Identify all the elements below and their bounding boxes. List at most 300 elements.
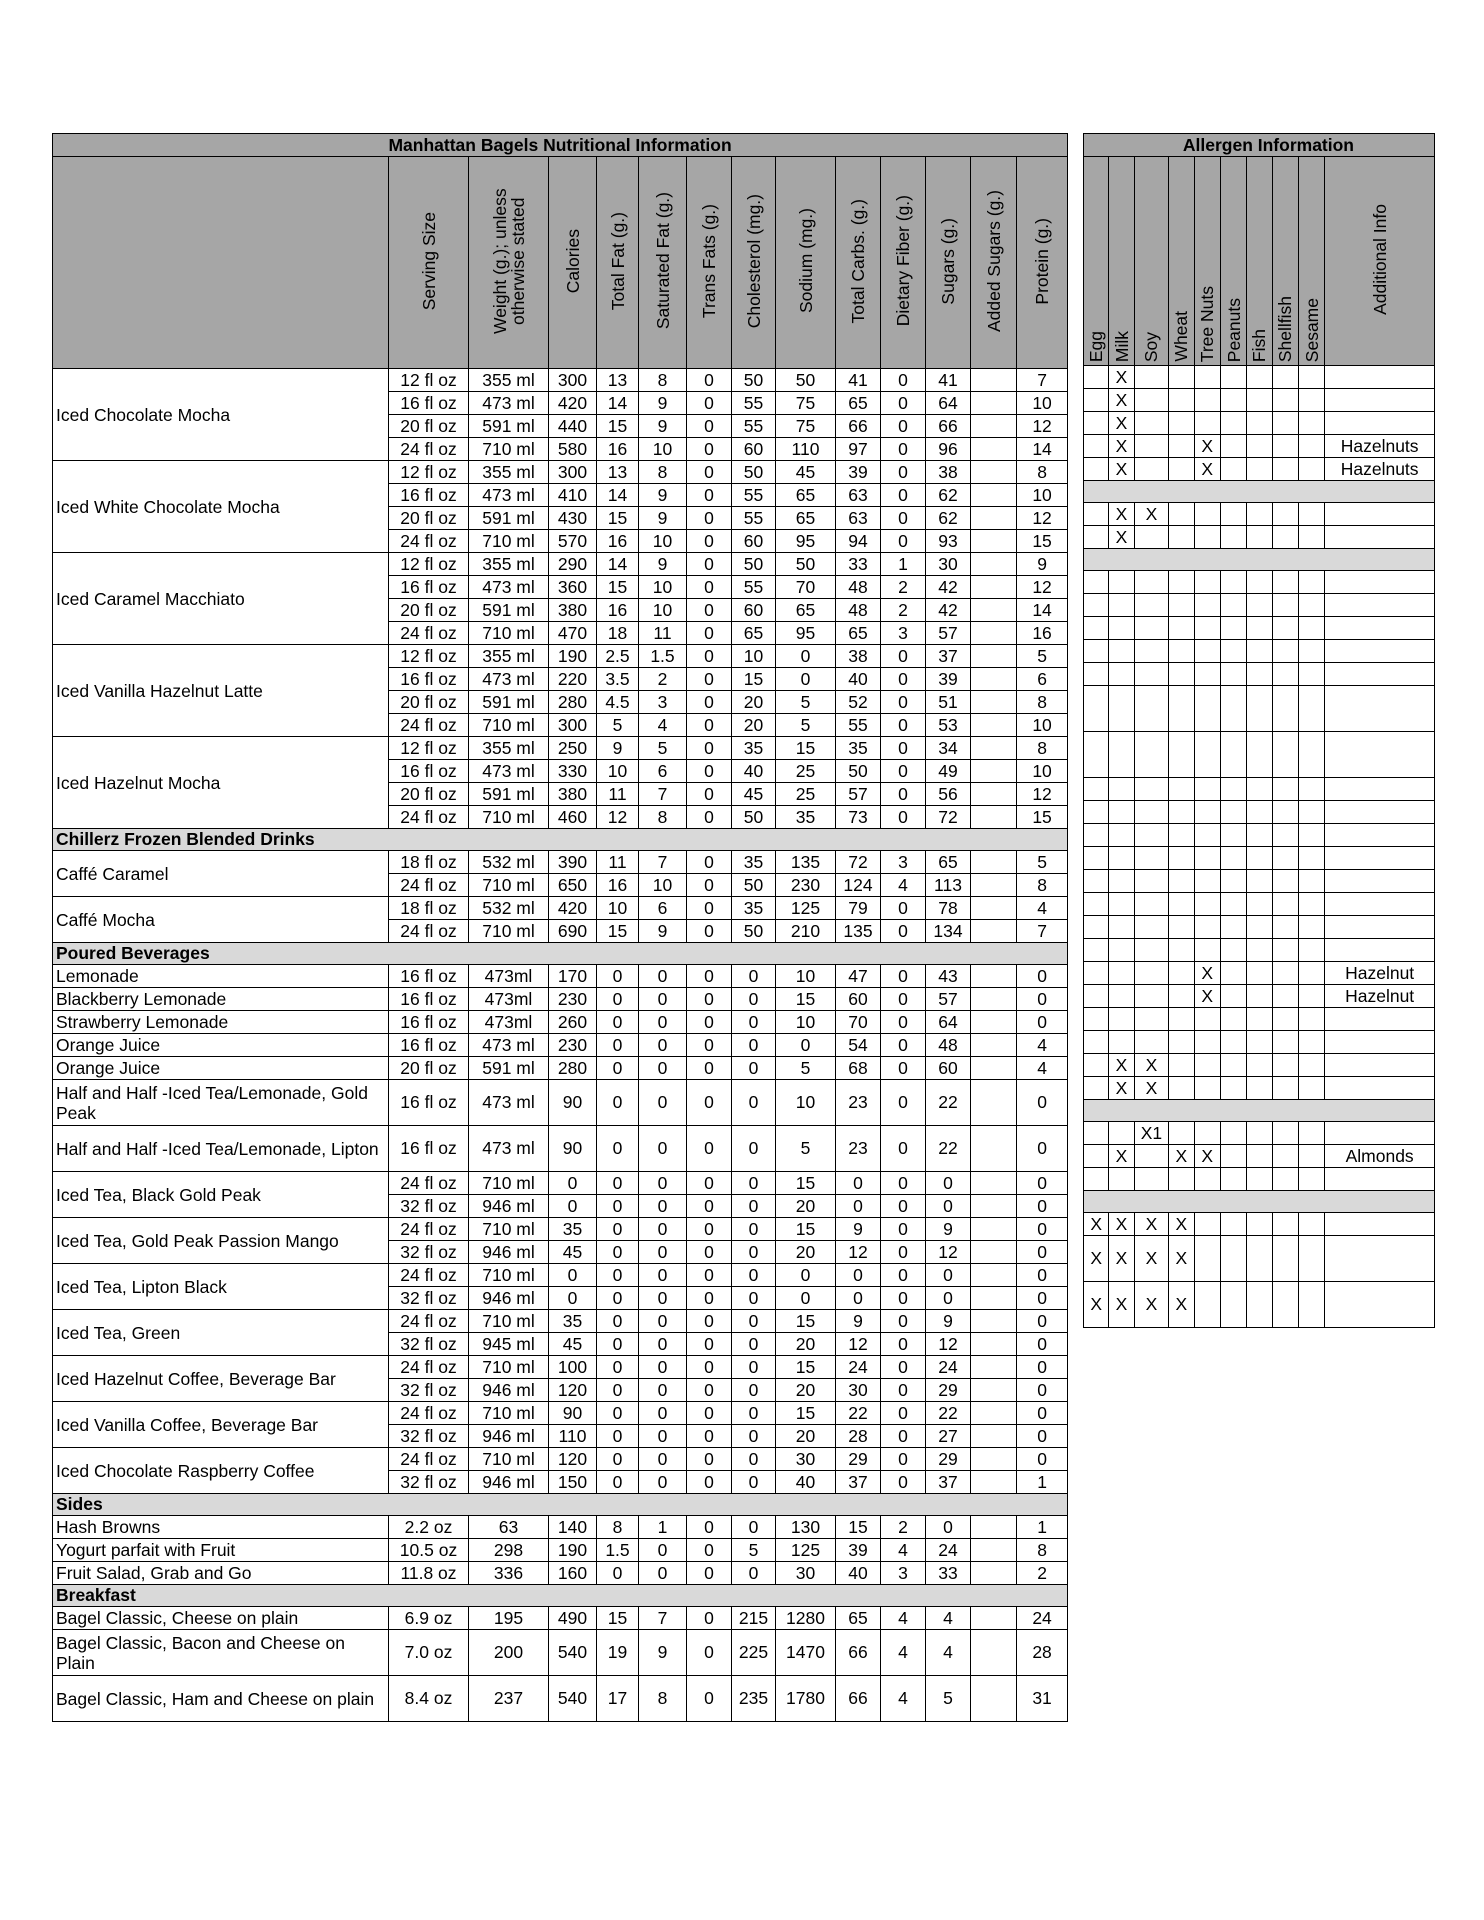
allergen-mark	[1169, 801, 1194, 824]
nutrition-value: 0	[687, 668, 732, 691]
allergen-mark: X	[1194, 962, 1220, 985]
allergen-row	[1084, 686, 1435, 732]
allergen-col-header-label: Fish	[1249, 328, 1270, 362]
allergen-note	[1325, 939, 1435, 962]
allergen-mark	[1272, 801, 1298, 824]
allergen-mark	[1194, 1236, 1220, 1282]
nutrition-value: 4	[881, 1539, 926, 1562]
allergen-mark	[1247, 526, 1272, 549]
nutrition-value: 32 fl oz	[389, 1333, 469, 1356]
nutrition-value: 690	[549, 920, 597, 943]
table-row	[53, 1264, 1068, 1287]
nutrition-value	[971, 1471, 1017, 1494]
nutrition-value: 48	[926, 1034, 971, 1057]
nutrition-value: 0	[687, 369, 732, 392]
allergen-row	[1084, 1122, 1435, 1145]
nutrition-value: 0	[639, 1264, 687, 1287]
nutrition-col-header-label: Dietary Fiber (g.)	[893, 195, 913, 327]
nutrition-value: 41	[836, 369, 881, 392]
allergen-row	[1084, 594, 1435, 617]
nutrition-value: 24 fl oz	[389, 806, 469, 829]
nutrition-value	[971, 438, 1017, 461]
nutrition-value: 16	[597, 874, 639, 897]
nutrition-value: 15	[776, 1402, 836, 1425]
nutrition-value: 50	[732, 369, 776, 392]
allergen-mark	[1194, 389, 1220, 412]
allergen-mark	[1272, 939, 1298, 962]
allergen-mark	[1084, 847, 1109, 870]
nutrition-value: 200	[469, 1630, 549, 1676]
allergen-mark	[1169, 1031, 1194, 1054]
nutrition-value: 10	[732, 645, 776, 668]
nutrition-value: 20	[776, 1195, 836, 1218]
allergen-mark	[1134, 870, 1168, 893]
allergen-mark	[1298, 801, 1324, 824]
allergen-mark	[1084, 526, 1109, 549]
allergen-mark: X	[1169, 1213, 1194, 1236]
nutrition-col-header-label: Total Carbs. (g.)	[848, 198, 868, 324]
item-name: Half and Half -Iced Tea/Lemonade, Lipton	[53, 1126, 389, 1172]
nutrition-value: 0	[881, 645, 926, 668]
nutrition-value: 130	[776, 1516, 836, 1539]
nutrition-value: 15	[836, 1516, 881, 1539]
allergen-mark	[1272, 1168, 1298, 1191]
nutrition-value: 16 fl oz	[389, 760, 469, 783]
allergen-mark	[1169, 594, 1194, 617]
nutrition-value: 7	[639, 783, 687, 806]
allergen-mark: X	[1109, 1213, 1134, 1236]
allergen-mark	[1084, 1054, 1109, 1077]
nutrition-value: 0	[687, 1379, 732, 1402]
nutrition-value: 0	[597, 1562, 639, 1585]
allergen-mark	[1298, 1031, 1324, 1054]
allergen-mark	[1169, 1168, 1194, 1191]
nutrition-value: 9	[639, 507, 687, 530]
allergen-note	[1325, 1213, 1435, 1236]
nutrition-value	[971, 392, 1017, 415]
item-name: Lemonade	[53, 965, 389, 988]
nutrition-value: 0	[1017, 1126, 1068, 1172]
allergen-mark	[1194, 1282, 1220, 1328]
nutrition-value: 47	[836, 965, 881, 988]
allergen-row	[1084, 801, 1435, 824]
allergen-mark	[1272, 1236, 1298, 1282]
nutrition-value: 37	[836, 1471, 881, 1494]
nutrition-value: 0	[1017, 1241, 1068, 1264]
allergen-mark: X	[1109, 1054, 1134, 1077]
nutrition-value: 336	[469, 1562, 549, 1585]
nutrition-value: 24 fl oz	[389, 1402, 469, 1425]
allergen-col-header	[1272, 157, 1298, 366]
nutrition-value: 24 fl oz	[389, 1218, 469, 1241]
nutrition-value: 0	[639, 1425, 687, 1448]
allergen-mark	[1169, 526, 1194, 549]
nutrition-value: 14	[1017, 438, 1068, 461]
nutrition-value: 28	[836, 1425, 881, 1448]
allergen-mark	[1220, 640, 1246, 663]
nutrition-value: 55	[836, 714, 881, 737]
nutrition-value: 470	[549, 622, 597, 645]
allergen-mark	[1247, 412, 1272, 435]
allergen-col-header-label: Milk	[1111, 330, 1132, 362]
section-header: Chillerz Frozen Blended Drinks	[53, 829, 1068, 851]
nutrition-value: 0	[687, 874, 732, 897]
nutrition-value: 300	[549, 369, 597, 392]
item-name: Iced Vanilla Hazelnut Latte	[53, 645, 389, 737]
nutrition-value: 65	[776, 484, 836, 507]
nutrition-value: 0	[687, 1539, 732, 1562]
allergen-mark	[1169, 916, 1194, 939]
nutrition-value: 0	[881, 1034, 926, 1057]
allergen-mark	[1272, 617, 1298, 640]
nutrition-value: 0	[639, 988, 687, 1011]
nutrition-col-header	[971, 157, 1017, 369]
nutrition-value: 4	[926, 1630, 971, 1676]
nutrition-value: 0	[687, 1057, 732, 1080]
nutrition-value: 0	[881, 988, 926, 1011]
nutrition-value: 0	[732, 1448, 776, 1471]
nutrition-value: 0	[687, 461, 732, 484]
nutrition-value	[971, 1356, 1017, 1379]
allergen-mark	[1194, 1008, 1220, 1031]
nutrition-value: 0	[732, 1011, 776, 1034]
nutrition-value: 18 fl oz	[389, 897, 469, 920]
nutrition-value: 1	[881, 553, 926, 576]
allergen-mark: X	[1109, 526, 1134, 549]
nutrition-value: 39	[836, 461, 881, 484]
section-blank	[1084, 481, 1435, 503]
nutrition-value: 0	[687, 851, 732, 874]
nutrition-value: 710 ml	[469, 622, 549, 645]
nutrition-value: 0	[881, 484, 926, 507]
allergen-mark: X	[1109, 458, 1134, 481]
nutrition-value: 15	[776, 988, 836, 1011]
nutrition-value: 532 ml	[469, 851, 549, 874]
allergen-mark	[1298, 1145, 1324, 1168]
nutrition-value: 90	[549, 1402, 597, 1425]
allergen-mark	[1109, 824, 1134, 847]
nutrition-value	[971, 965, 1017, 988]
allergen-mark	[1134, 458, 1168, 481]
nutrition-value: 60	[926, 1057, 971, 1080]
nutrition-value: 45	[776, 461, 836, 484]
nutrition-value: 0	[597, 988, 639, 1011]
nutrition-value: 0	[597, 1241, 639, 1264]
nutrition-value: 0	[687, 1011, 732, 1034]
nutrition-value: 15	[776, 1356, 836, 1379]
nutrition-value: 9	[926, 1310, 971, 1333]
allergen-mark	[1109, 985, 1134, 1008]
nutrition-value: 45	[549, 1333, 597, 1356]
nutrition-value: 591 ml	[469, 507, 549, 530]
table-row	[53, 965, 1068, 988]
nutrition-value: 0	[687, 897, 732, 920]
item-name: Half and Half -Iced Tea/Lemonade, Gold Peak	[53, 1080, 389, 1126]
nutrition-value: 9	[639, 484, 687, 507]
nutrition-col-header-label: Total Fat (g.)	[607, 211, 628, 311]
allergen-mark	[1220, 503, 1246, 526]
table-row	[53, 829, 1068, 851]
nutrition-value: 135	[836, 920, 881, 943]
allergen-mark	[1298, 732, 1324, 778]
allergen-mark	[1084, 663, 1109, 686]
allergen-mark	[1169, 571, 1194, 594]
nutrition-value: 30	[776, 1448, 836, 1471]
nutrition-value: 75	[776, 392, 836, 415]
nutrition-value: 0	[732, 1356, 776, 1379]
allergen-mark	[1298, 458, 1324, 481]
nutrition-value: 16	[597, 530, 639, 553]
nutrition-value: 12	[597, 806, 639, 829]
nutrition-value: 8	[1017, 737, 1068, 760]
nutrition-value: 0	[597, 1471, 639, 1494]
nutrition-value: 0	[639, 1011, 687, 1034]
allergen-mark	[1220, 732, 1246, 778]
nutrition-value: 0	[549, 1287, 597, 1310]
allergen-mark	[1169, 458, 1194, 481]
allergen-mark	[1272, 1122, 1298, 1145]
nutrition-value: 0	[1017, 1287, 1068, 1310]
nutrition-value: 0	[1017, 1172, 1068, 1195]
nutrition-value: 24 fl oz	[389, 1310, 469, 1333]
nutrition-value: 24 fl oz	[389, 1448, 469, 1471]
allergen-mark: X	[1134, 1213, 1168, 1236]
allergen-col-header-label: Shellfish	[1275, 295, 1296, 362]
nutrition-value: 0	[881, 1126, 926, 1172]
nutrition-value: 23	[836, 1126, 881, 1172]
allergen-mark	[1084, 1077, 1109, 1100]
nutrition-col-header-label: Trans Fats (g.)	[699, 203, 719, 319]
allergen-mark	[1298, 1054, 1324, 1077]
allergen-mark	[1084, 458, 1109, 481]
nutrition-value: 68	[836, 1057, 881, 1080]
nutrition-value	[971, 1264, 1017, 1287]
nutrition-value: 15	[732, 668, 776, 691]
table-row	[53, 1630, 1068, 1676]
allergen-mark	[1084, 412, 1109, 435]
allergen-mark	[1220, 916, 1246, 939]
nutrition-value: 12	[1017, 415, 1068, 438]
nutrition-value: 710 ml	[469, 1310, 549, 1333]
allergen-mark	[1194, 1077, 1220, 1100]
allergen-mark	[1220, 870, 1246, 893]
item-name: Iced Chocolate Raspberry Coffee	[53, 1448, 389, 1494]
table-row	[53, 737, 1068, 760]
nutrition-value: 63	[836, 507, 881, 530]
nutrition-value: 63	[469, 1516, 549, 1539]
allergen-mark	[1298, 847, 1324, 870]
nutrition-value: 23	[836, 1080, 881, 1126]
nutrition-value: 0	[732, 1402, 776, 1425]
allergen-note: Hazelnut	[1325, 962, 1435, 985]
nutrition-value: 0	[597, 1057, 639, 1080]
nutrition-value: 8	[639, 806, 687, 829]
table-row	[53, 369, 1068, 392]
nutrition-value: 8	[1017, 461, 1068, 484]
allergen-mark	[1109, 1031, 1134, 1054]
nutrition-value: 2	[881, 599, 926, 622]
nutrition-value: 0	[639, 1034, 687, 1057]
allergen-note	[1325, 594, 1435, 617]
nutrition-value: 20 fl oz	[389, 691, 469, 714]
allergen-note	[1325, 916, 1435, 939]
allergen-note	[1325, 366, 1435, 389]
nutrition-value: 390	[549, 851, 597, 874]
nutrition-value: 0	[732, 1218, 776, 1241]
nutrition-value: 0	[687, 1676, 732, 1722]
nutrition-value	[971, 783, 1017, 806]
allergen-mark	[1298, 962, 1324, 985]
nutrition-value: 40	[836, 668, 881, 691]
nutrition-value: 4	[926, 1607, 971, 1630]
nutrition-value: 14	[597, 484, 639, 507]
nutrition-value: 0	[597, 1195, 639, 1218]
allergen-mark	[1220, 458, 1246, 481]
nutrition-value: 0	[732, 988, 776, 1011]
nutrition-value: 360	[549, 576, 597, 599]
nutrition-value: 64	[926, 392, 971, 415]
allergen-mark	[1194, 1031, 1220, 1054]
allergen-mark	[1084, 640, 1109, 663]
nutrition-value: 355 ml	[469, 553, 549, 576]
allergen-mark	[1134, 617, 1168, 640]
allergen-mark	[1247, 1054, 1272, 1077]
nutrition-value: 473 ml	[469, 484, 549, 507]
allergen-row	[1084, 1168, 1435, 1191]
nutrition-value	[971, 920, 1017, 943]
nutrition-value: 460	[549, 806, 597, 829]
allergen-mark	[1220, 1236, 1246, 1282]
allergen-mark	[1247, 503, 1272, 526]
allergen-mark	[1194, 503, 1220, 526]
nutrition-value: 55	[732, 392, 776, 415]
allergen-mark	[1169, 824, 1194, 847]
allergen-mark	[1220, 412, 1246, 435]
nutrition-value: 230	[549, 988, 597, 1011]
allergen-mark	[1272, 389, 1298, 412]
nutrition-value: 12 fl oz	[389, 553, 469, 576]
nutrition-value: 50	[732, 806, 776, 829]
nutrition-value	[971, 1011, 1017, 1034]
nutrition-value: 946 ml	[469, 1471, 549, 1494]
allergen-mark: X	[1194, 458, 1220, 481]
nutrition-value: 0	[687, 622, 732, 645]
nutrition-value: 0	[881, 507, 926, 530]
nutrition-value: 946 ml	[469, 1195, 549, 1218]
allergen-title: Allergen Information	[1084, 134, 1435, 157]
table-row	[53, 1011, 1068, 1034]
nutrition-value: 15	[597, 1607, 639, 1630]
item-name: Bagel Classic, Ham and Cheese on plain	[53, 1676, 389, 1722]
nutrition-value: 124	[836, 874, 881, 897]
allergen-row	[1084, 481, 1435, 503]
nutrition-value: 710 ml	[469, 438, 549, 461]
nutrition-value: 12 fl oz	[389, 737, 469, 760]
allergen-mark	[1272, 847, 1298, 870]
nutrition-value: 18	[597, 622, 639, 645]
allergen-note	[1325, 893, 1435, 916]
section-blank	[1084, 1100, 1435, 1122]
nutrition-value	[971, 1310, 1017, 1333]
item-name-header	[53, 157, 389, 369]
allergen-mark	[1220, 939, 1246, 962]
allergen-mark	[1272, 435, 1298, 458]
nutrition-value: 0	[597, 1448, 639, 1471]
allergen-mark	[1247, 1077, 1272, 1100]
nutrition-value	[971, 760, 1017, 783]
table-row	[53, 553, 1068, 576]
nutrition-col-header-label: Sugars (g.)	[938, 217, 958, 305]
allergen-mark	[1220, 962, 1246, 985]
nutrition-value: 0	[881, 760, 926, 783]
nutrition-value: 430	[549, 507, 597, 530]
allergen-note	[1325, 824, 1435, 847]
nutrition-value: 0	[597, 1080, 639, 1126]
allergen-mark: X	[1134, 503, 1168, 526]
nutrition-value: 0	[881, 530, 926, 553]
nutrition-value: 93	[926, 530, 971, 553]
allergen-row	[1084, 916, 1435, 939]
allergen-col-header-label: Peanuts	[1223, 297, 1244, 362]
allergen-mark	[1194, 686, 1220, 732]
nutrition-value: 16 fl oz	[389, 576, 469, 599]
nutrition-value: 35	[732, 851, 776, 874]
nutrition-title: Manhattan Bagels Nutritional Information	[53, 134, 1068, 157]
nutrition-value: 75	[776, 415, 836, 438]
nutrition-value: 65	[836, 1607, 881, 1630]
nutrition-value: 12	[836, 1333, 881, 1356]
nutrition-value: 10	[1017, 392, 1068, 415]
nutrition-value	[971, 1080, 1017, 1126]
nutrition-value: 946 ml	[469, 1241, 549, 1264]
nutrition-value: 16 fl oz	[389, 988, 469, 1011]
nutrition-value: 90	[549, 1080, 597, 1126]
allergen-mark	[1220, 824, 1246, 847]
table-row	[53, 645, 1068, 668]
allergen-mark	[1298, 870, 1324, 893]
allergen-mark	[1247, 1122, 1272, 1145]
allergen-row	[1084, 985, 1435, 1008]
allergen-mark	[1084, 1008, 1109, 1031]
nutrition-value: 24 fl oz	[389, 1264, 469, 1287]
nutrition-value: 66	[836, 1630, 881, 1676]
table-row	[53, 1607, 1068, 1630]
nutrition-value: 8.4 oz	[389, 1676, 469, 1722]
allergen-note	[1325, 1008, 1435, 1031]
allergen-mark	[1084, 435, 1109, 458]
nutrition-value: 650	[549, 874, 597, 897]
allergen-mark	[1298, 640, 1324, 663]
nutrition-value: 0	[881, 1333, 926, 1356]
nutrition-col-header	[732, 157, 776, 369]
nutrition-value: 40	[776, 1471, 836, 1494]
allergen-col-header	[1220, 157, 1246, 366]
allergen-mark	[1084, 1122, 1109, 1145]
nutrition-value: 3	[639, 691, 687, 714]
allergen-mark	[1109, 870, 1134, 893]
nutrition-value: 31	[1017, 1676, 1068, 1722]
nutrition-value: 10	[639, 576, 687, 599]
nutrition-value: 4	[881, 1676, 926, 1722]
nutrition-value: 0	[1017, 1080, 1068, 1126]
allergen-mark	[1272, 778, 1298, 801]
nutrition-value: 0	[776, 1034, 836, 1057]
nutrition-value: 135	[776, 851, 836, 874]
allergen-mark	[1109, 893, 1134, 916]
item-name: Iced White Chocolate Mocha	[53, 461, 389, 553]
nutrition-value: 473 ml	[469, 668, 549, 691]
nutrition-value: 24 fl oz	[389, 1356, 469, 1379]
